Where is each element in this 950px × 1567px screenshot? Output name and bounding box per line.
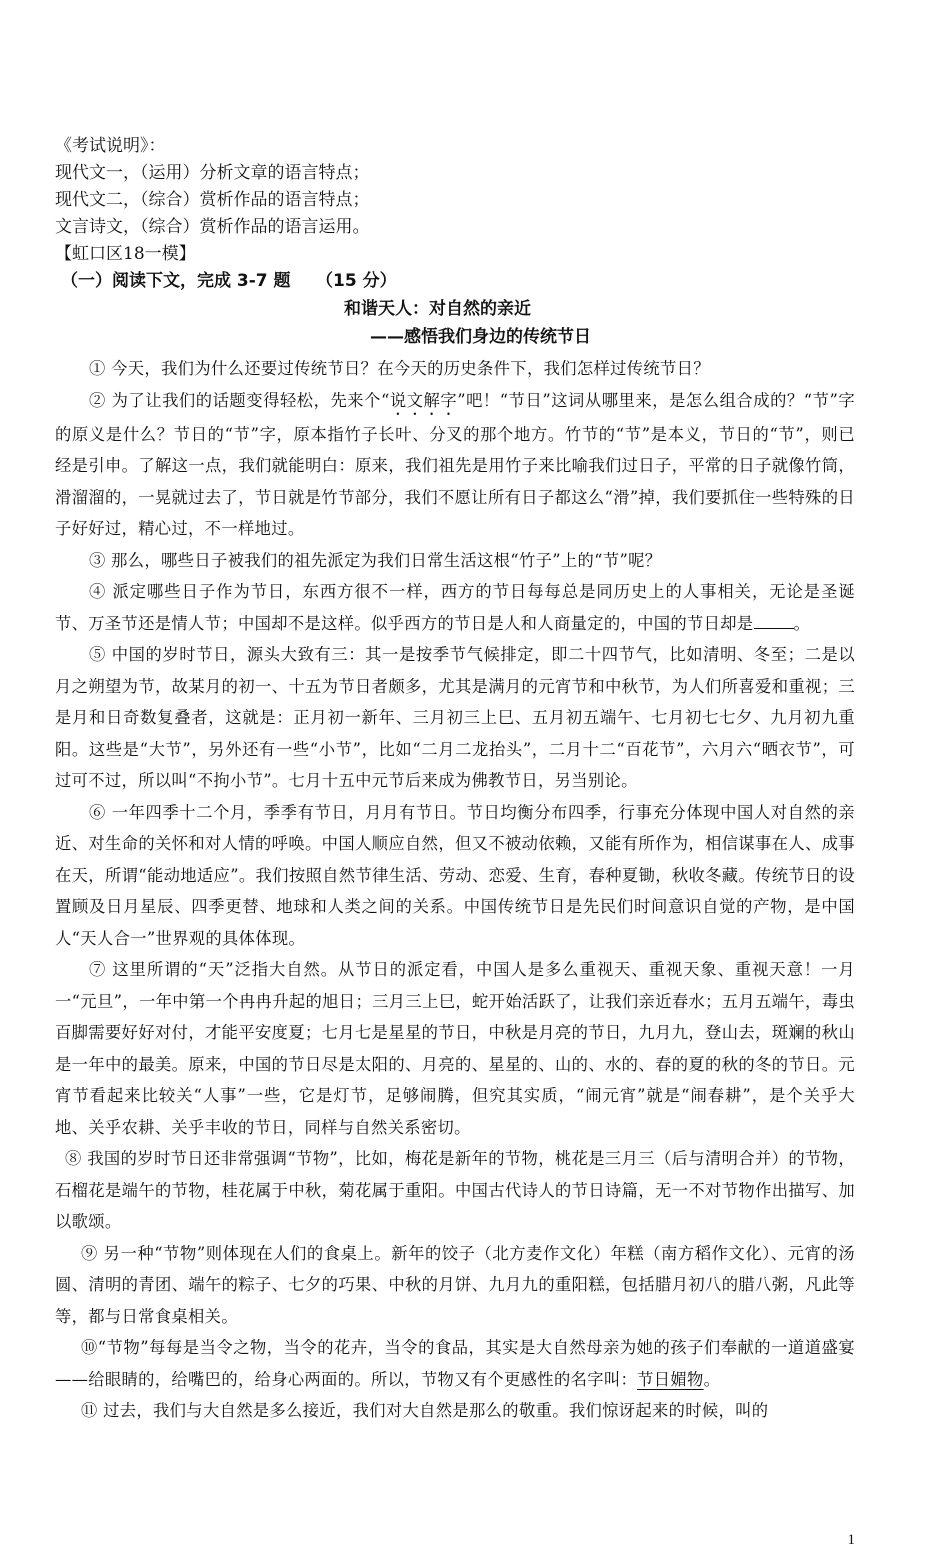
paragraph-2 — [55, 385, 855, 545]
paragraph-4 — [55, 576, 855, 639]
paragraph-7: ⑦ 这里所谓的“天”泛指大自然。从节日的派定看，中国人是多么重视天、重视天象、重视天意！一月一“元旦”，一年中第一个冉冉升起的旭日；三月三上巳，蛇开始活跃了，让我们亲近春水；五月五端午，毒虫百脚需要好好对付，才能平安度夏；七月七是星星的节日，中秋是月亮的节日，九月九，登山去，斑斓的秋山是一年中的最美。原来，中国的节日尽是太阳的、月亮的、星星的、山的、水的、春的夏的秋的冬的节日。元宵节看起来比较关“人事”一些，它是灯节，足够闹腾，但究其实质，“闹元宵”就是“闹春耕”，是个关乎大地、关乎农耕、关乎丰收的节日，同样与自然关系密切。 — [55, 960, 855, 1137]
paragraph-2-text: ② 为了让我们的话题变得轻松，先来个“ — [89, 390, 390, 410]
paragraph-4-text: 。 — [793, 613, 811, 633]
exam-note-item: 现代文一，（运用）分析文章的语言特点； — [55, 163, 370, 183]
paragraph-11: ⑪ 过去，我们与大自然是多么接近，我们对大自然是那么的敬重。我们惊讶起来的时候，叫的 — [81, 1401, 769, 1420]
document-page — [55, 133, 855, 1427]
paragraph-10-text: ⑩“节物”每每是当令之物，当令的花卉，当令的食品，其实是大自然母亲为她的孩子们奉献的一道道盛宴——给眼睛的，给嘴巴的，给身心两面的。所以，节物又有个更感性的名字叫： — [55, 1338, 855, 1389]
paragraph-6: ⑥ 一年四季十二个月，季季有节日，月月有节日。节日均衡分布四季，行事充分体现中国人对自然的亲近、对生命的关怀和对人情的呼唤。中国人顺应自然，但又不被动依赖，又能有所作为，相信谋事在人、成事在天，所谓“能动地适应”。我们按照自然节律生活、劳动、恋爱、生育，春种夏锄，秋收冬藏。传统节日的设置顾及日月星辰、四季更替、地球和人类之间的关系。中国传统节日是先民们时间意识自觉的产物，是中国人“天人合一”世界观的具体体现。 — [55, 802, 855, 948]
paragraph-1: ① 今天，我们为什么还要过传统节日？在今天的历史条件下，我们怎样过传统节日？ — [89, 359, 710, 378]
article-body — [55, 353, 855, 1427]
paragraph-3: ③ 那么，哪些日子被我们的祖先派定为我们日常生活这根“竹子”上的“节”呢？ — [89, 550, 662, 570]
emphasized-phrase: 说文解字 — [389, 390, 458, 410]
paragraph-2-text: ”吧！“节日”这词从哪里来，是怎么组合成的？“节”字的原义是什么？节日的“节”字，原本指竹子长叶、分叉的那个地方。竹节的“节”是本义，节日的“节”，则已经是引申。了解这一点，我们就能明白：原来，我们祖先是用竹子来比喻我们过日子，平常的日子就像竹筒，滑溜溜的，一晃就过去了，节日就是竹节部分，我们不愿让所有日子都这么“滑”掉，我们要抓住一些特殊的日子好好过，精心过，不一样地过。 — [55, 390, 855, 538]
paragraph-4-text: ④ 派定哪些日子作为节日，东西方很不一样，西方的节日每每总是同历史上的人事相关，无论是圣诞节、万圣节还是情人节；中国却不是这样。似乎西方的节日是人和人商量定的，中国的节日却是 — [55, 582, 855, 633]
exam-note-item: 现代文二，（综合）赏析作品的语言特点； — [55, 190, 370, 210]
paragraph-10-text: 。 — [703, 1369, 721, 1389]
exam-notes-heading: 《考试说明》： — [55, 136, 166, 156]
article-title: 和谐天人：对自然的亲近 — [344, 299, 531, 319]
fill-in-blank[interactable] — [754, 614, 794, 629]
paragraph-10 — [55, 1332, 855, 1395]
paragraph-8: ⑧ 我国的岁时节日还非常强调“节物”，比如，梅花是新年的节物，桃花是三月三（后与清明合并）的节物，石榴花是端午的节物，桂花属于中秋，菊花属于重阳。中国古代诗人的节日诗篇，无一不对节物作出描写、加以歌颂。 — [55, 1149, 855, 1231]
paragraph-9: ⑨ 另一种“节物”则体现在人们的食桌上。新年的饺子（北方麦作文化）年糕（南方稻作文化）、元宵的汤圆、清明的青团、端午的粽子、七夕的巧果、中秋的月饼、九月九的重阳糕，包括腊月初八的腊八粥，凡此等等，都与日常食桌相关。 — [55, 1243, 855, 1326]
article-title-block — [55, 295, 855, 351]
section-heading: （一）阅读下文，完成 3-7 题 （15 分） — [61, 271, 397, 291]
source-tag: 【虹口区18一模】 — [55, 244, 196, 264]
underlined-phrase: 节日媚物 — [637, 1369, 704, 1389]
page-number: 1 — [847, 1532, 855, 1548]
exam-note-item: 文言诗文，（综合）赏析作品的语言运用。 — [55, 217, 370, 237]
article-subtitle: ——感悟我们身边的传统节日 — [370, 327, 591, 347]
paragraph-5: ⑤ 中国的岁时节日，源头大致有三：其一是按季节气候排定，即二十四节气，比如清明、冬至；二是以月之朔望为节，故某月的初一、十五为节日者颇多，尤其是满月的元宵节和中秋节，为人们所喜爱和重视；三是月和日奇数复叠者，这就是：正月初一新年、三月初三上巳、五月初五端午、七月初七七夕、九月初九重阳。这些是“大节”，另外还有一些“小节”，比如“二月二龙抬头”，二月十二“百花节”，六月六“晒衣节”，可过可不过，所以叫“不拘小节”。七月十五中元节后来成为佛教节日，另当别论。 — [55, 645, 855, 790]
